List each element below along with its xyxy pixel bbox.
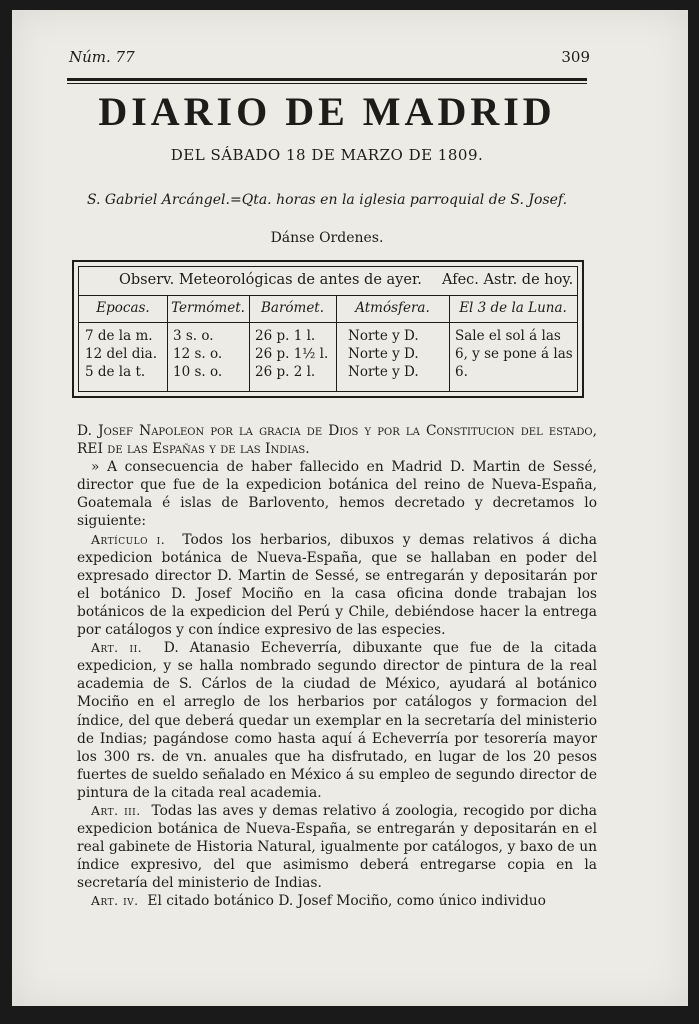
temp-row-2: 12 s. o. [173,346,223,362]
temp-row-3: 10 s. o. [173,364,223,380]
weather-table [72,260,584,398]
article-2-text: D. Atanasio Echeverría, dibuxante que fue de la citada expedicion, y se halla nombrado segundo director de pintura de la real academia de S. Cárlos de la ciudad de México, ayudará al botánico Mociño en el arreglo de los herbarios por catálogos y formacion del índice, del que deberá quedar un exemplar en la secretaría del ministerio de Indias; pagándose como hasta aquí á Echeverría por tesorería mayor los 300 rs. de vn. anuales que ha disfrutado, en lugar de los 20 pesos fuertes de sueldo señalado en México á su empleo de segundo director de pintura de la citada real academia. [77,640,597,801]
article-3-text: Todas las aves y demas relativo á zoologia, recogido por dicha expedicion botánica de Nueva-España, se entregarán y depositarán en el real gabinete de Historia Natural, igualmente por catálogos, y baxo de un índice expresivo, del que asimismo deberá entregarse copia en la secretaría del ministerio de Indias. [77,802,597,892]
col-luna-header: El 3 de la Luna. [459,300,567,316]
epoca-row-3: 5 de la t. [85,364,146,380]
col-barometro-header: Barómet. [260,300,325,316]
col-atmosfera [336,296,450,391]
epoca-row-1: 7 de la m. [85,328,153,344]
top-rule [67,78,587,81]
col-barometro [249,296,337,391]
baro-row-2: 26 p. 1½ l. [255,346,329,362]
baro-row-1: 26 p. 1 l. [255,328,316,344]
masthead-date: DEL SÁBADO 18 DE MARZO DE 1809. [170,146,484,164]
article-4 [77,892,597,910]
atmos-row-3: Norte y D. [348,364,419,380]
col-termometro [167,296,250,391]
article-4-text: El citado botánico D. Josef Mociño, como único individuo [147,893,546,910]
article-3 [77,802,597,892]
decree-preamble: » A consecuencia de haber fallecido en Madrid D. Martin de Sessé, director que fue de la expedicion botánica del reino de Nueva-España, Goatemala é islas de Barlovento, hemos decretado y decretamos lo siguiente: [77,459,597,530]
page-number: 309 [561,48,590,66]
sun-times: Sale el sol á las 6, y se pone á las 6. [455,328,573,380]
decree-heading: D. Josef Napoleon por la gracia de Dios y por la Constitucion del estado, REI de las Españas y de las Indias. [77,423,597,458]
weather-astro-title: Afec. Astr. de hoy. [442,272,574,288]
orders-line: Dánse Ordenes. [270,230,384,246]
article-1-label: Artículo i. [91,531,166,547]
col-atmosfera-header: Atmósfera. [355,300,430,316]
article-4-label: Art. iv. [91,893,139,909]
article-1-text: Todos los herbarios, dibuxos y demas relativos á dicha expedicion botánica de Nueva-España, que se hallaban en poder del expresado director D. Martin de Sessé, se entregarán y depositarán por el botánico D. Josef Mociño en la casa oficina donde trabajan los botánicos de la expedicion del Perú y Chile, debiéndose hacer la entrega por catálogos y con índice expresivo de las especies. [77,531,597,639]
temp-row-1: 3 s. o. [173,328,214,344]
atmos-row-2: Norte y D. [348,346,419,362]
article-body [77,422,597,911]
masthead-title: DIARIO DE MADRID [98,89,556,134]
article-1 [77,531,597,640]
atmos-row-1: Norte y D. [348,328,419,344]
baro-row-3: 26 p. 2 l. [255,364,316,380]
article-2 [77,639,597,802]
col-termometro-header: Termómet. [171,300,245,316]
col-epocas-header: Epocas. [96,300,150,316]
article-3-label: Art. iii. [91,802,141,818]
epoca-row-2: 12 del dia. [85,346,158,362]
newspaper-page [12,10,688,1006]
weather-obs-title: Observ. Meteorológicas de antes de ayer. [119,272,422,288]
col-epocas [79,296,168,391]
saint-of-day: S. Gabriel Arcángel.=Qta. horas en la iglesia parroquial de S. Josef. [86,192,568,208]
issue-number: Núm. 77 [69,48,135,66]
col-luna [449,296,577,391]
top-rule-thin [67,83,587,84]
article-2-label: Art. ii. [91,640,143,656]
